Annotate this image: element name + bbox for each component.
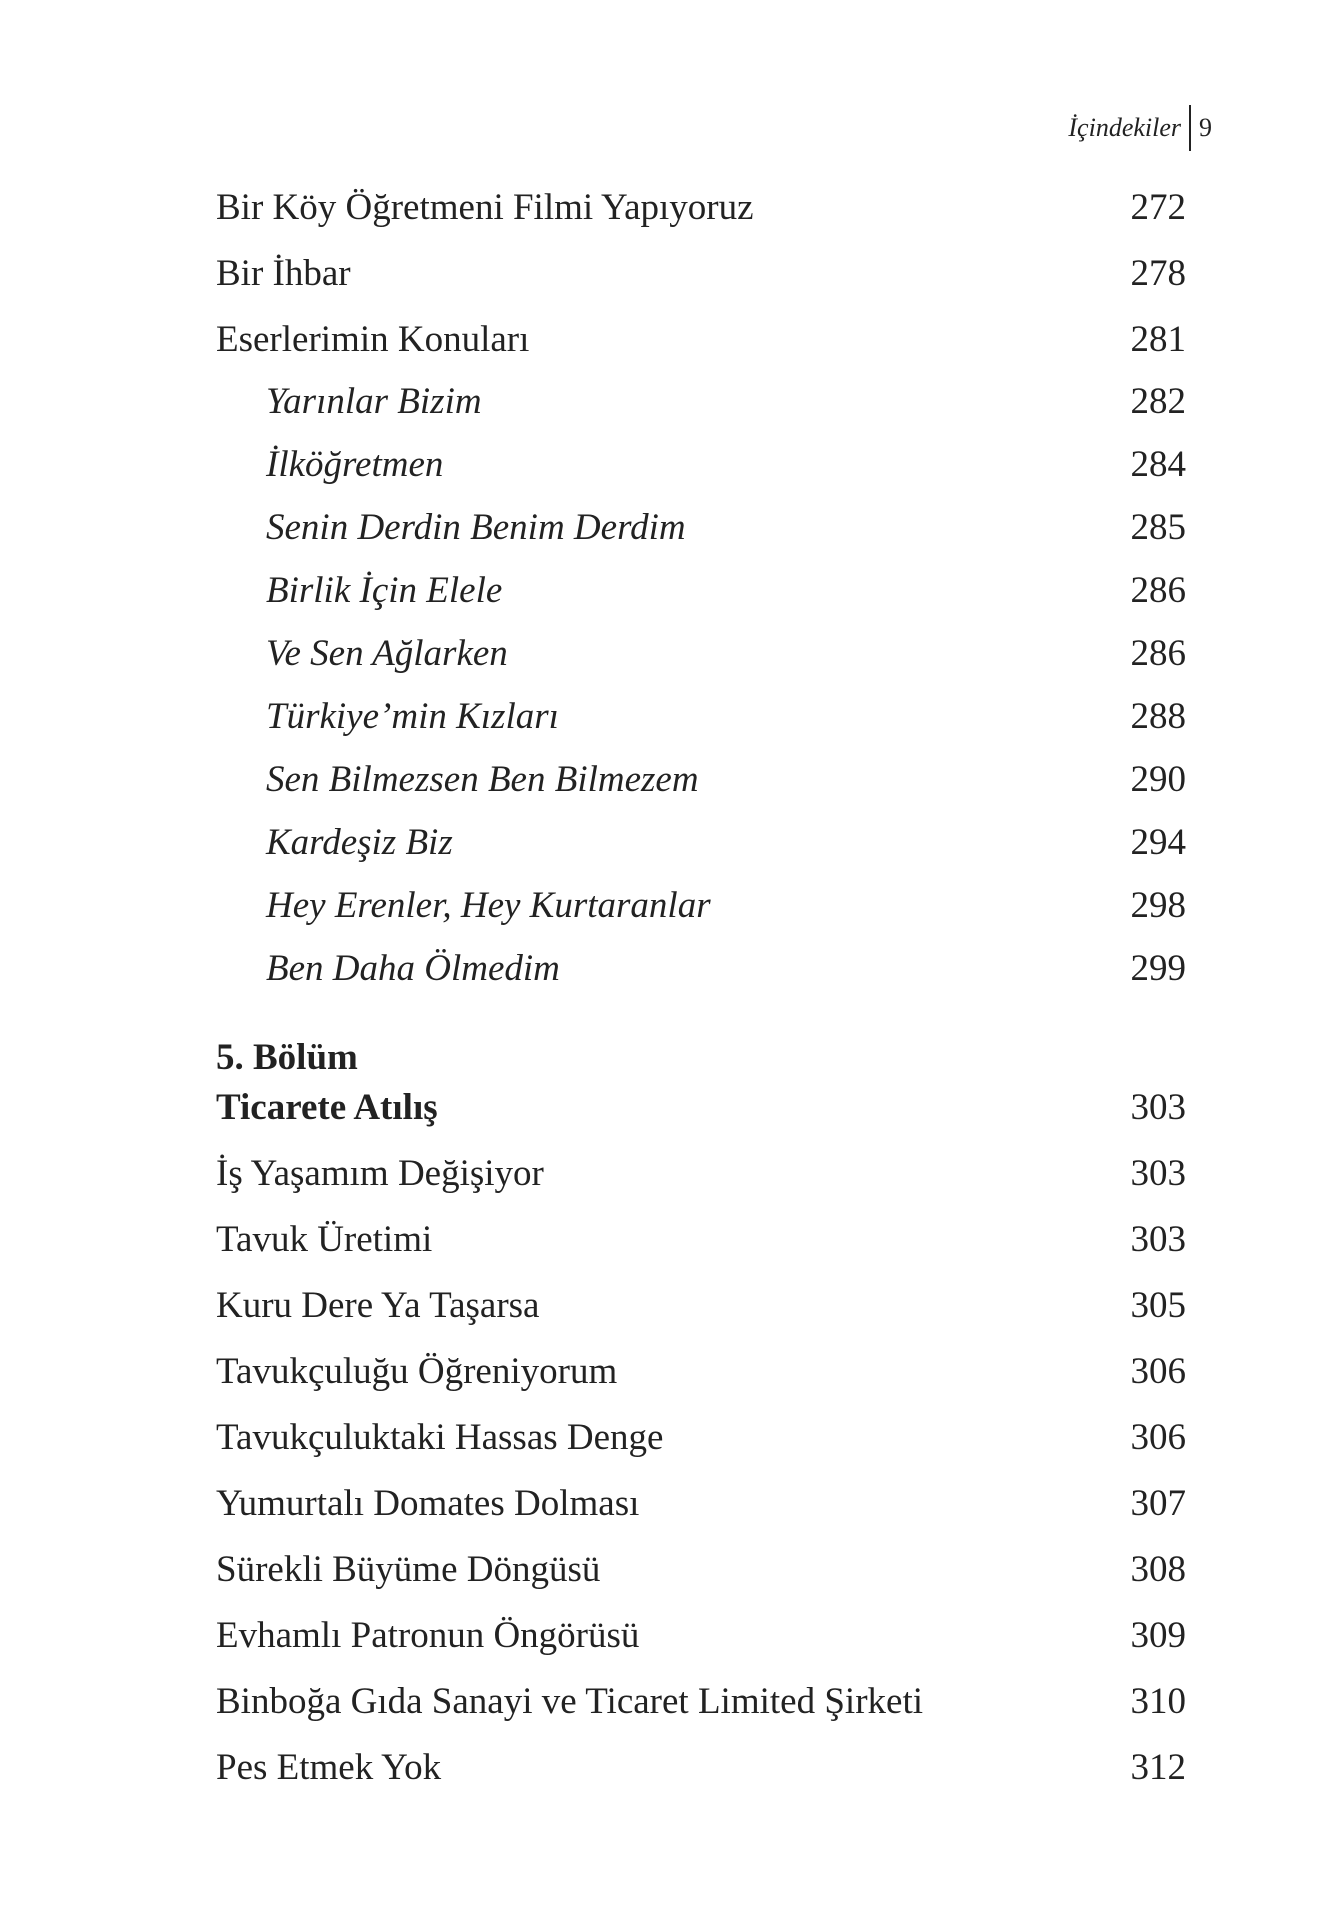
toc-entry <box>216 1347 1186 1397</box>
toc-entry-title: Bir İhbar <box>216 253 351 294</box>
toc-subentry <box>216 755 1186 805</box>
toc-entry <box>216 1611 1186 1661</box>
toc-subentry-page: 299 <box>1130 948 1186 989</box>
toc-entry-title: Kuru Dere Ya Taşarsa <box>216 1285 540 1326</box>
toc-subentry <box>216 818 1186 868</box>
toc-subentry-page: 286 <box>1130 570 1186 611</box>
toc-entry <box>216 1743 1186 1793</box>
toc-subentry-page: 286 <box>1130 633 1186 674</box>
toc-subentry-title: Senin Derdin Benim Derdim <box>266 507 686 548</box>
toc-entry-title: Pes Etmek Yok <box>216 1747 442 1788</box>
toc-subentry <box>216 692 1186 742</box>
toc-entry-title: Eserlerimin Konuları <box>216 319 530 360</box>
toc-entry-page: 306 <box>1130 1351 1186 1392</box>
toc-entry-page: 308 <box>1130 1549 1186 1590</box>
toc-subentry-title: Ben Daha Ölmedim <box>266 948 560 989</box>
toc-subentry-title: Hey Erenler, Hey Kurtaranlar <box>266 885 711 926</box>
toc-entry <box>216 315 1186 365</box>
toc-entry-page: 272 <box>1130 187 1186 228</box>
toc-entry-page: 303 <box>1130 1219 1186 1260</box>
toc-subentry-title: Yarınlar Bizim <box>266 381 482 422</box>
toc-entry-page: 281 <box>1130 319 1186 360</box>
toc-subentry <box>216 566 1186 616</box>
toc-subentry-page: 288 <box>1130 696 1186 737</box>
toc-subentry-page: 282 <box>1130 381 1186 422</box>
toc-subentry-title: Kardeşiz Biz <box>266 822 453 863</box>
toc-subentry-title: Ve Sen Ağlarken <box>266 633 508 674</box>
toc-subentry <box>216 944 1186 994</box>
toc-subentry <box>216 440 1186 490</box>
toc-entry-page: 306 <box>1130 1417 1186 1458</box>
toc-entry-page: 312 <box>1130 1747 1186 1788</box>
toc-entry-page: 303 <box>1130 1153 1186 1194</box>
toc-subentry-title: Türkiye’min Kızları <box>266 696 559 737</box>
toc-entry-title: Tavuk Üretimi <box>216 1219 433 1260</box>
toc-entry <box>216 1479 1186 1529</box>
toc-entry-page: 309 <box>1130 1615 1186 1656</box>
toc-entry <box>216 183 1186 233</box>
toc-entry-title: Yumurtalı Domates Dolması <box>216 1483 640 1524</box>
toc-entry-page: 305 <box>1130 1285 1186 1326</box>
toc-entry <box>216 1413 1186 1463</box>
toc-subentry-title: İlköğretmen <box>266 444 444 485</box>
toc-entry <box>216 249 1186 299</box>
toc-subentry-title: Birlik İçin Elele <box>266 570 503 611</box>
toc-entry-title: Tavukçuluktaki Hassas Denge <box>216 1417 664 1458</box>
toc-entry-title: İş Yaşamım Değişiyor <box>216 1153 544 1194</box>
toc-subentry-page: 294 <box>1130 822 1186 863</box>
toc-entry-page: 278 <box>1130 253 1186 294</box>
toc-subentry <box>216 503 1186 553</box>
toc-subentry-page: 285 <box>1130 507 1186 548</box>
toc-entry-page: 310 <box>1130 1681 1186 1722</box>
toc-entry-title: Evhamlı Patronun Öngörüsü <box>216 1615 640 1656</box>
running-head-section: İçindekiler <box>1068 113 1181 142</box>
toc-subentry <box>216 881 1186 931</box>
toc-entry-title: Binboğa Gıda Sanayi ve Ticaret Limited Şirketi <box>216 1681 924 1722</box>
toc-subentry-title: Sen Bilmezsen Ben Bilmezem <box>266 759 699 800</box>
toc-entry <box>216 1215 1186 1265</box>
toc-entry <box>216 1281 1186 1331</box>
toc-subentry <box>216 629 1186 679</box>
part-title: Ticarete Atılış <box>216 1087 438 1128</box>
toc-entry-title: Sürekli Büyüme Döngüsü <box>216 1549 601 1590</box>
toc-entry <box>216 1677 1186 1727</box>
toc-subentry-page: 290 <box>1130 759 1186 800</box>
toc-entry-page: 307 <box>1130 1483 1186 1524</box>
toc-subentry-page: 298 <box>1130 885 1186 926</box>
part-heading <box>216 1083 1186 1133</box>
toc-entry <box>216 1149 1186 1199</box>
toc-entry <box>216 1545 1186 1595</box>
toc-entry-title: Tavukçuluğu Öğreniyorum <box>216 1351 618 1392</box>
running-head-page-number: 9 <box>1199 113 1212 142</box>
toc-entry-title: Bir Köy Öğretmeni Filmi Yapıyoruz <box>216 187 754 228</box>
toc-subentry <box>216 377 1186 427</box>
part-label: 5. Bölüm <box>216 1037 358 1078</box>
toc-subentry-page: 284 <box>1130 444 1186 485</box>
part-page: 303 <box>1130 1087 1186 1128</box>
